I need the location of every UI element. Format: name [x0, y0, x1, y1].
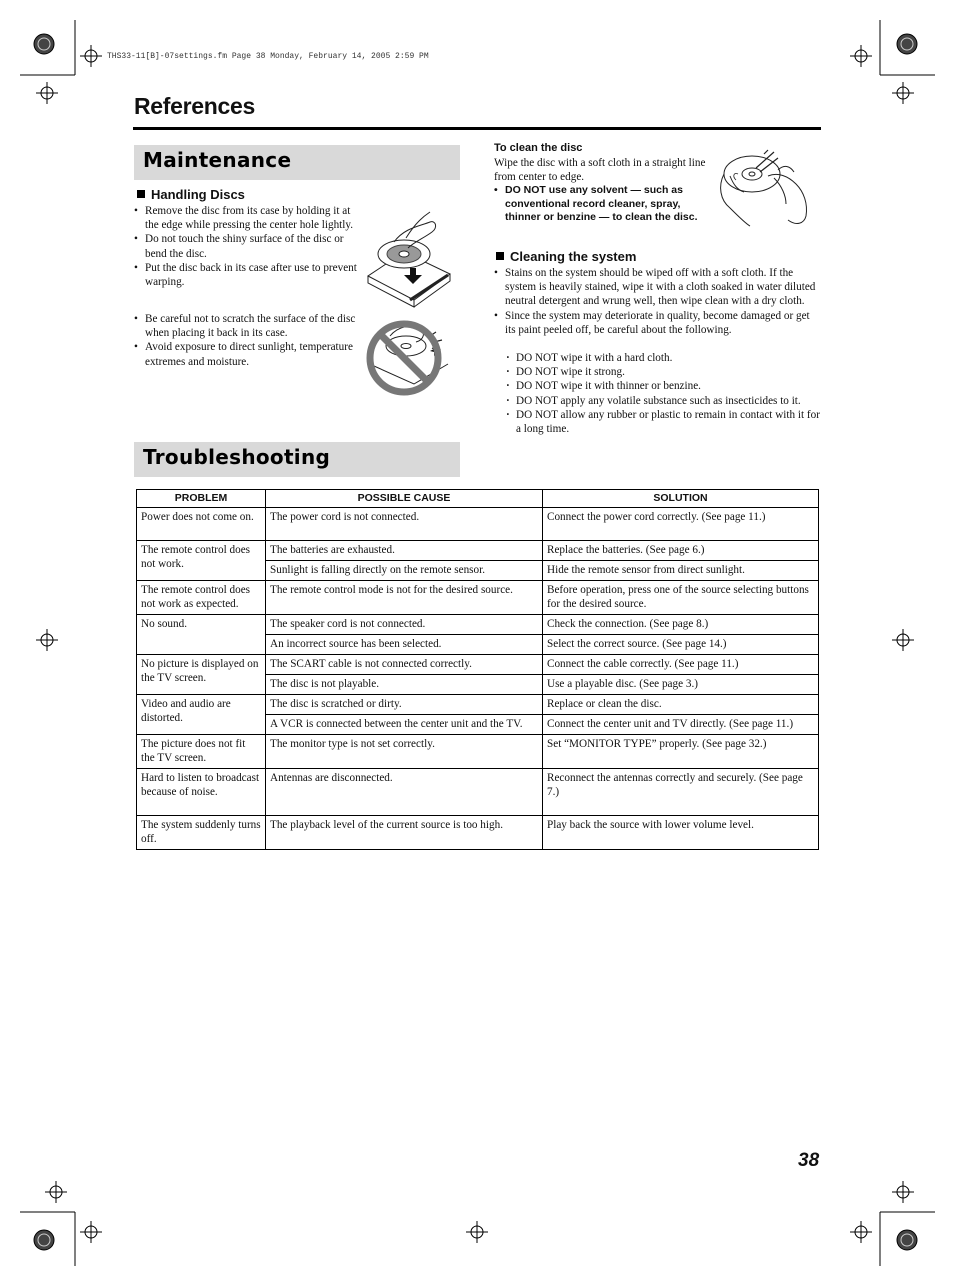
list-item: · DO NOT wipe it with a hard cloth.	[505, 351, 821, 365]
problem-cell: The system suddenly turns off.	[137, 816, 266, 850]
handling-bullets-b	[134, 312, 358, 369]
file-info: THS33-11[B]-07settings.fm Page 38 Monday, February 14, 2005 2:59 PM	[107, 52, 429, 61]
title-rule	[133, 127, 821, 130]
square-bullet-icon	[137, 190, 145, 198]
column-header-problem: PROBLEM	[137, 490, 266, 508]
list-item: • Since the system may deteriorate in quality, become damaged or get its paint peeled off, be careful about the following.	[494, 309, 820, 337]
cause-cell: The remote control mode is not for the desired source.	[266, 581, 543, 615]
list-item: • Avoid exposure to direct sunlight, temperature extremes and moisture.	[134, 340, 358, 368]
clean-disc-warning	[494, 184, 709, 225]
table-header-row	[137, 490, 819, 508]
table-row	[137, 508, 819, 541]
cause-cell: The disc is scratched or dirty.	[266, 695, 543, 715]
solution-cell: Connect the cable correctly. (See page 11.)	[543, 655, 819, 675]
solution-cell: Replace the batteries. (See page 6.)	[543, 541, 819, 561]
column-header-solution: SOLUTION	[543, 490, 819, 508]
problem-cell: The remote control does not work.	[137, 541, 266, 581]
maintenance-heading: Maintenance	[143, 148, 292, 172]
cleaning-system-subitems	[505, 351, 821, 436]
clean-disc-heading: To clean the disc	[494, 142, 583, 154]
solution-cell: Set “MONITOR TYPE” properly. (See page 32.)	[543, 735, 819, 769]
page-number: 38	[798, 1150, 820, 1171]
cause-cell: Sunlight is falling directly on the remote sensor.	[266, 561, 543, 581]
prohibition-illustration	[364, 318, 454, 398]
solution-cell: Hide the remote sensor from direct sunlight.	[543, 561, 819, 581]
handling-discs-label: Handling Discs	[151, 187, 245, 202]
column-header-cause: POSSIBLE CAUSE	[266, 490, 543, 508]
table-row	[137, 816, 819, 850]
disc-case-illustration	[364, 208, 454, 308]
list-item: · DO NOT apply any volatile substance such as insecticides to it.	[505, 394, 821, 408]
problem-cell: The picture does not fit the TV screen.	[137, 735, 266, 769]
solution-cell: Reconnect the antennas correctly and securely. (See page 7.)	[543, 769, 819, 816]
solution-cell: Play back the source with lower volume level.	[543, 816, 819, 850]
list-item: • Be careful not to scratch the surface of the disc when placing it back in its case.	[134, 312, 358, 340]
list-item: · DO NOT wipe it with thinner or benzine.	[505, 379, 821, 393]
table-row	[137, 581, 819, 615]
cause-cell: The batteries are exhausted.	[266, 541, 543, 561]
square-bullet-icon	[496, 252, 504, 260]
list-item: • Stains on the system should be wiped off with a soft cloth. If the system is heavily stained, wipe it with a cloth soaked in water diluted neutral detergent and wrung well, then wipe clean with a dry cloth.	[494, 266, 820, 309]
cleaning-system-label: Cleaning the system	[510, 249, 637, 264]
cause-cell: The power cord is not connected.	[266, 508, 543, 541]
cause-cell: The speaker cord is not connected.	[266, 615, 543, 635]
problem-cell: No sound.	[137, 615, 266, 655]
solution-cell: Before operation, press one of the source selecting buttons for the desired source.	[543, 581, 819, 615]
list-item: • Do not touch the shiny surface of the disc or bend the disc.	[134, 232, 358, 260]
table-row	[137, 769, 819, 816]
problem-cell: Video and audio are distorted.	[137, 695, 266, 735]
clean-disc-text: Wipe the disc with a soft cloth in a straight line from center to edge.	[494, 157, 706, 184]
handling-bullets-a	[134, 204, 358, 289]
table-row	[137, 541, 819, 561]
troubleshooting-table	[136, 489, 819, 850]
cause-cell: The disc is not playable.	[266, 675, 543, 695]
cause-cell: The SCART cable is not connected correctly.	[266, 655, 543, 675]
table-row	[137, 615, 819, 635]
cause-cell: Antennas are disconnected.	[266, 769, 543, 816]
solution-cell: Connect the center unit and TV directly. (See page 11.)	[543, 715, 819, 735]
list-item: · DO NOT wipe it strong.	[505, 365, 821, 379]
problem-cell: Power does not come on.	[137, 508, 266, 541]
solution-cell: Select the correct source. (See page 14.)	[543, 635, 819, 655]
list-item: • Remove the disc from its case by holding it at the edge while pressing the center hole lightly.	[134, 204, 358, 232]
list-item: • Put the disc back in its case after use to prevent warping.	[134, 261, 358, 289]
cause-cell: The monitor type is not set correctly.	[266, 735, 543, 769]
troubleshooting-heading: Troubleshooting	[143, 445, 331, 469]
handling-discs-heading	[137, 187, 245, 202]
problem-cell: The remote control does not work as expected.	[137, 581, 266, 615]
cause-cell: A VCR is connected between the center unit and the TV.	[266, 715, 543, 735]
solution-cell: Replace or clean the disc.	[543, 695, 819, 715]
maintenance-heading-band	[134, 145, 460, 180]
cause-cell: An incorrect source has been selected.	[266, 635, 543, 655]
solution-cell: Use a playable disc. (See page 3.)	[543, 675, 819, 695]
table-row	[137, 655, 819, 675]
problem-cell: No picture is displayed on the TV screen.	[137, 655, 266, 695]
solution-cell: Check the connection. (See page 8.)	[543, 615, 819, 635]
page-title: References	[134, 93, 256, 119]
cause-cell: The playback level of the current source is too high.	[266, 816, 543, 850]
table-row	[137, 735, 819, 769]
list-item: · DO NOT allow any rubber or plastic to remain in contact with it for a long time.	[505, 408, 821, 436]
bullet-icon: •	[494, 184, 498, 196]
solution-cell: Connect the power cord correctly. (See page 11.)	[543, 508, 819, 541]
disc-wipe-illustration	[716, 146, 816, 228]
cleaning-system-heading	[496, 249, 636, 264]
troubleshooting-heading-band	[134, 442, 460, 477]
problem-cell: Hard to listen to broadcast because of noise.	[137, 769, 266, 816]
table-row	[137, 695, 819, 715]
clean-disc-warning-text: DO NOT use any solvent — such as conventional record cleaner, spray, thinner or benzine — to clean the disc.	[505, 184, 698, 223]
cleaning-system-bullets	[494, 266, 820, 337]
